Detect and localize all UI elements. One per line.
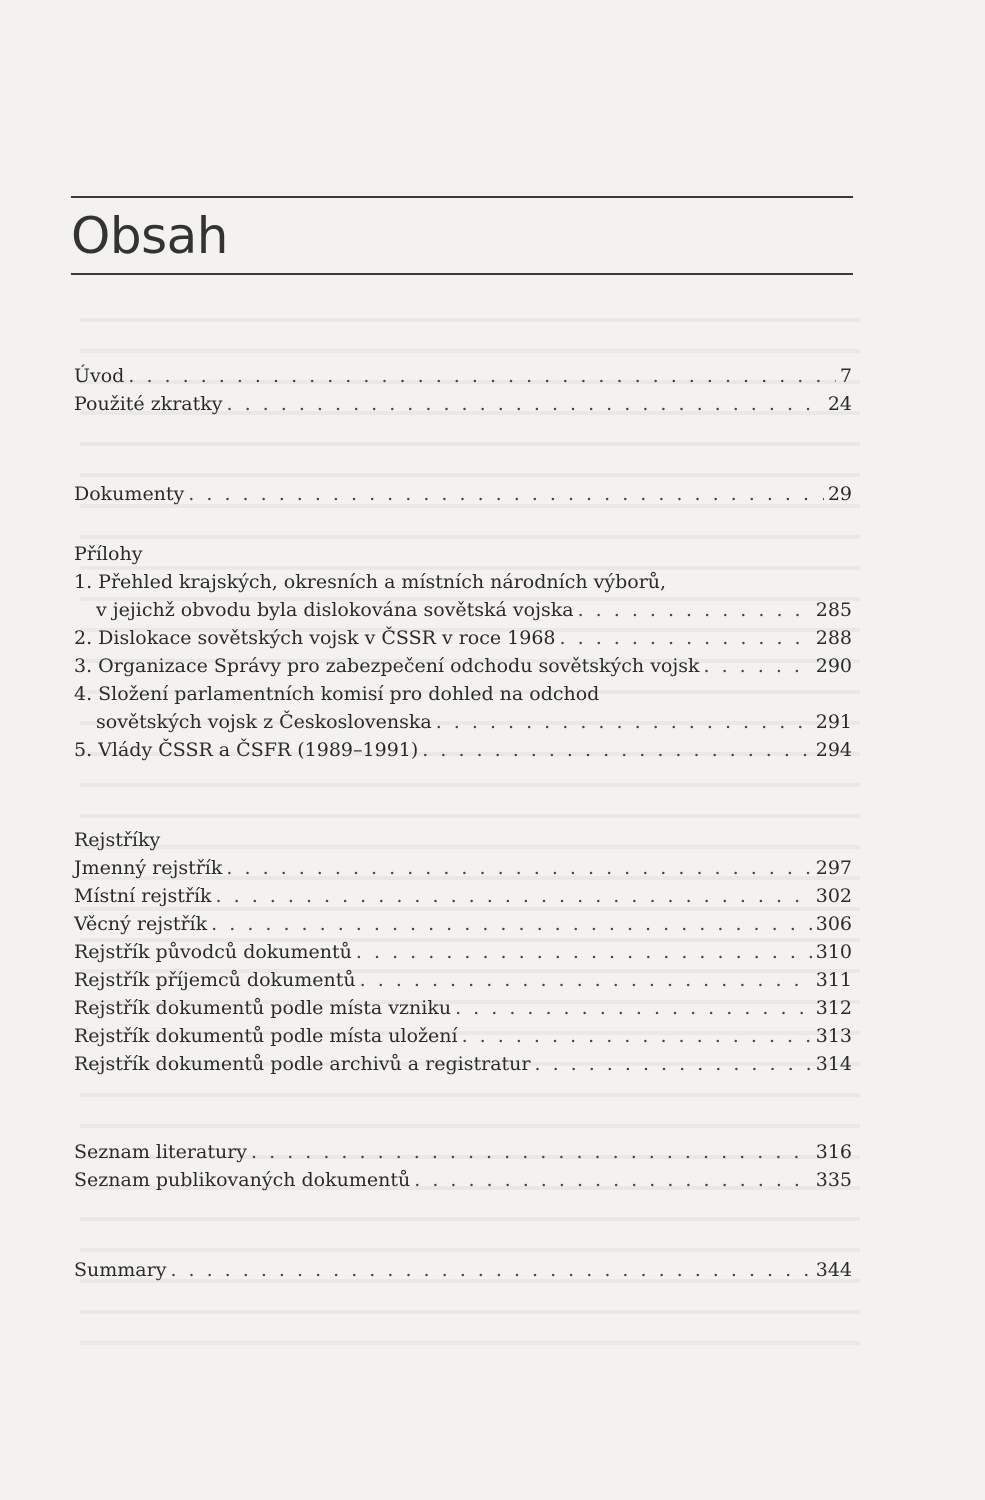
toc-label: Rejstřík dokumentů podle archivů a registratur [74,1053,531,1075]
toc-label: Použité zkratky [74,393,223,415]
toc-entry-line: 1. Přehled krajských, okresních a místních národních výborů, [74,571,667,593]
toc-label: Summary [74,1259,167,1281]
toc-page: 29 [827,483,852,505]
dot-leader [462,1022,812,1050]
toc-entry-rejstrik [74,1050,852,1078]
dot-leader [211,910,812,938]
toc-page: 311 [815,969,852,991]
toc-entry-publikovane [74,1166,852,1194]
toc-entry-priloha-2 [74,624,852,652]
toc-page: 313 [815,1025,852,1047]
toc-label: Rejstřík příjemců dokumentů [74,969,356,991]
toc-page: 310 [815,941,852,963]
dot-leader [216,882,812,910]
toc-page: 344 [815,1259,852,1281]
dot-leader [188,480,824,508]
table-of-contents [74,362,852,1284]
toc-page: 302 [815,885,852,907]
toc-label: 2. Dislokace sovětských vojsk v ČSSR v roce 1968 [74,627,556,649]
toc-entry-priloha-3 [74,652,852,680]
toc-entry-uvod [74,362,852,390]
dot-leader [578,596,812,624]
toc-entry-summary [74,1256,852,1284]
dot-leader [436,708,812,736]
toc-page: 306 [815,913,852,935]
toc-page: 7 [839,365,852,387]
toc-label: v jejichž obvodu byla dislokována sovětská vojska [96,599,574,621]
toc-label: Rejstřík dokumentů podle místa uložení [74,1025,458,1047]
toc-label: Jmenný rejstřík [74,857,223,879]
section-heading-prilohy: Přílohy [74,543,143,565]
toc-label: Místní rejstřík [74,885,212,907]
dot-leader [128,362,836,390]
dot-leader [356,938,812,966]
section-heading-rejstriky: Rejstříky [74,829,161,851]
toc-entry-rejstrik [74,994,852,1022]
toc-label: Rejstřík původců dokumentů [74,941,352,963]
dot-leader [360,966,812,994]
toc-label: 3. Organizace Správy pro zabezpečení odchodu sovětských vojsk [74,655,700,677]
toc-entry-priloha-4 [74,708,852,736]
toc-entry-line: 4. Složení parlamentních komisí pro dohled na odchod [74,683,600,705]
toc-label: Seznam literatury [74,1141,248,1163]
toc-page: 312 [815,997,852,1019]
dot-leader [227,390,824,418]
dot-leader [414,1166,812,1194]
toc-label: sovětských vojsk z Československa [96,711,432,733]
toc-label: Rejstřík dokumentů podle místa vzniku [74,997,452,1019]
title-rule-top [71,196,853,198]
dot-leader [226,854,811,882]
dot-leader [455,994,812,1022]
toc-page: 285 [815,599,852,621]
toc-entry-literatura [74,1138,852,1166]
toc-page: 294 [815,739,852,761]
dot-leader [170,1256,811,1284]
toc-label: Dokumenty [74,483,185,505]
toc-page: 314 [815,1053,852,1075]
toc-page: 297 [815,857,852,879]
toc-page: 316 [815,1141,852,1163]
dot-leader [704,652,812,680]
toc-entry-rejstrik [74,966,852,994]
toc-entry-priloha-1 [74,596,852,624]
title-rule-bottom [71,273,853,275]
toc-label: Úvod [74,365,125,387]
toc-entry-dokumenty [74,480,852,508]
page-title: Obsah [71,207,228,265]
toc-entry-rejstrik [74,938,852,966]
toc-entry-rejstrik [74,882,852,910]
toc-page: 24 [827,393,852,415]
toc-page: 290 [815,655,852,677]
toc-page: 335 [815,1169,852,1191]
dot-leader [422,736,811,764]
toc-label: Věcný rejstřík [74,913,208,935]
toc-entry-zkratky [74,390,852,418]
toc-entry-rejstrik [74,1022,852,1050]
dot-leader [534,1050,811,1078]
toc-label: Seznam publikovaných dokumentů [74,1169,411,1191]
toc-entry-rejstrik [74,854,852,882]
dot-leader [560,624,812,652]
toc-page: 291 [815,711,852,733]
toc-entry-rejstrik [74,910,852,938]
toc-label: 5. Vlády ČSSR a ČSFR (1989–1991) [74,739,419,761]
dot-leader [251,1138,812,1166]
toc-entry-priloha-5 [74,736,852,764]
toc-page: 288 [815,627,852,649]
